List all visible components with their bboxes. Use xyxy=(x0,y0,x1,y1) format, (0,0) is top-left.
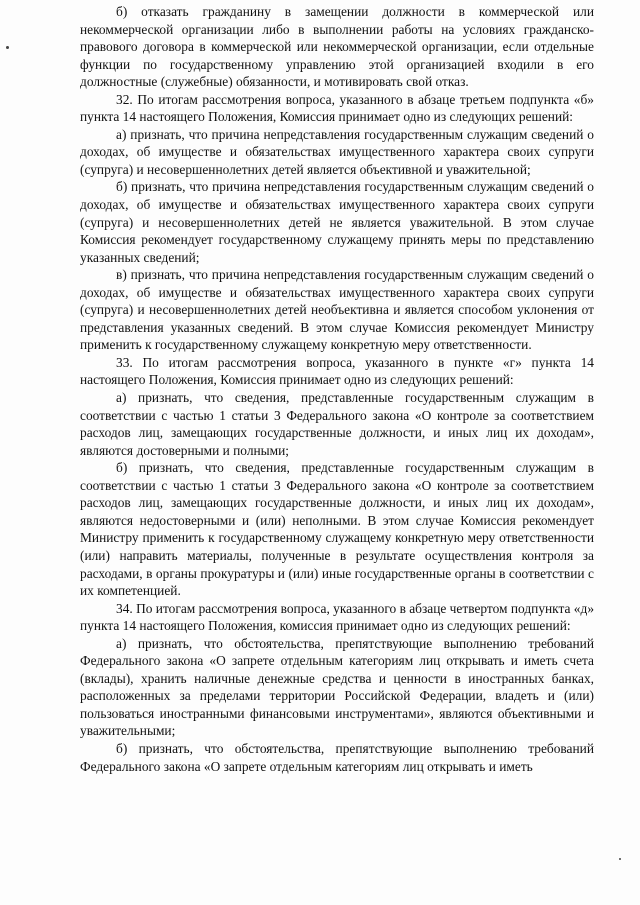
paragraph: а) признать, что причина непредставления государственным служащим сведений о доходах, об имуществе и обязательствах имущественного характера своих супруги (супруга) и несовершеннолетних детей является объективной и уважительной; xyxy=(80,126,594,177)
paragraph: а) признать, что обстоятельства, препятствующие выполнению требований Федерального закона «О запрете отдельным категориям лиц открывать и иметь счета (вклады), хранить наличные денежные средства и ценности в иностранных банках, расположенных за пределами территории Российской Федерации, владеть и (или) пользоваться иностранными финансовыми инструментами», являются объективными и уважительными; xyxy=(80,635,594,739)
document-body xyxy=(80,3,594,775)
paragraph: 32. По итогам рассмотрения вопроса, указанного в абзаце третьем подпункта «б» пункта 14 настоящего Положения, Комиссия принимает одно из следующих решений: xyxy=(80,91,594,125)
scan-speck xyxy=(619,858,621,860)
scan-speck xyxy=(6,46,9,49)
paragraph: 34. По итогам рассмотрения вопроса, указанного в абзаце четвертом подпункта «д» пункта 14 настоящего Положения, комиссия принимает одно из следующих решений: xyxy=(80,600,595,634)
paragraph: в) признать, что причина непредставления государственным служащим сведений о доходах, об имуществе и обязательствах имущественного характера своих супруги (супруга) и несовершеннолетних детей необъективна и является способом уклонения от представления указанных сведений. В этом случае Комиссия рекомендует Министру применить к государственному служащему конкретную меру ответственности. xyxy=(80,267,594,353)
paragraph: б) признать, что обстоятельства, препятствующие выполнению требований Федерального закона «О запрете отдельным категориям лиц открывать и иметь xyxy=(80,740,594,774)
paragraph: б) признать, что сведения, представленные государственным служащим в соответствии с частью 1 статьи 3 Федерального закона «О контроле за соответствием расходов лиц, замещающих государственные должности, и иных лиц их доходам», являются недостоверными и (или) неполными. В этом случае Комиссия рекомендует Министру применить к государственному служащему конкретную меру ответственности (или) направить материалы, полученные в результате осуществления контроля за расходами, в органы прокуратуры и (или) иные государственные органы в соответствии с их компетенцией. xyxy=(80,460,594,599)
paragraph: 33. По итогам рассмотрения вопроса, указанного в пункте «г» пункта 14 настоящего Положения, Комиссия принимает одно из следующих решений: xyxy=(80,354,594,388)
paragraph: б) признать, что причина непредставления государственным служащим сведений о доходах, об имуществе и обязательствах имущественного характера своих супруги (супруга) и несовершеннолетних детей не является уважительной. В этом случае Комиссия рекомендует государственному служащему принять меры по представлению указанных сведений; xyxy=(80,179,594,265)
paragraph: б) отказать гражданину в замещении должности в коммерческой или некоммерческой организации либо в выполнении работы на условиях гражданско-правового договора в коммерческой или некоммерческой организации, если отдельные функции по государственному управлению этой организацией входили в его должностные (служебные) обязанности, и мотивировать свой отказ. xyxy=(80,4,594,90)
paragraph: а) признать, что сведения, представленные государственным служащим в соответствии с частью 1 статьи 3 Федерального закона «О контроле за соответствием расходов лиц, замещающих государственные должности, и иных лиц их доходам», являются достоверными и полными; xyxy=(80,390,594,458)
